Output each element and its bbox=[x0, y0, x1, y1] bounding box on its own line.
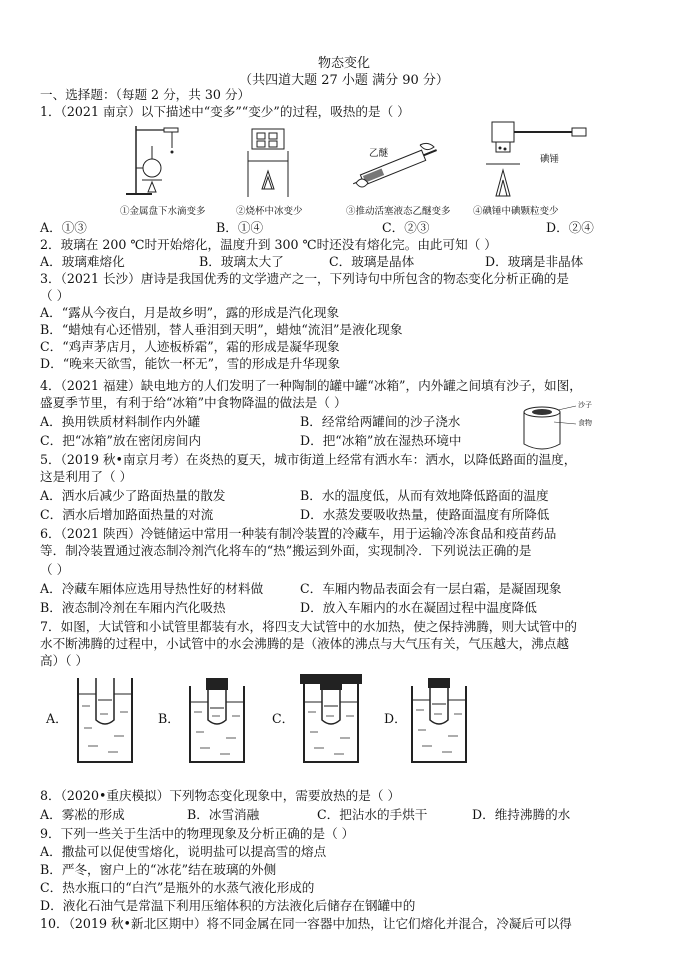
q1-figure-1 bbox=[118, 120, 198, 200]
q3-option-a[interactable]: A．“露从今夜白，月是故乡明”，露的形成是汽化现象 bbox=[40, 305, 340, 320]
q1-option-b[interactable]: B．①④ bbox=[216, 220, 264, 235]
q7-label-a[interactable]: A． bbox=[46, 711, 68, 726]
q7-figure-a bbox=[74, 676, 136, 766]
q9-option-c[interactable]: C．热水瓶口的“白汽”是瓶外的水蒸气液化形成的 bbox=[40, 880, 315, 895]
q2-option-c[interactable]: C．玻璃是晶体 bbox=[329, 254, 415, 269]
q5-option-a[interactable]: A．洒水后减少了路面热量的散发 bbox=[40, 488, 226, 503]
q2-stem: 2．玻璃在 200 ℃时开始熔化，温度升到 300 ℃时还没有熔化完。由此可知（ ） bbox=[40, 237, 497, 252]
q7-stem-1: 7．如图，大试管和小试管里都装有水，将四支大试管中的水加热，使之保持沸腾，则大试管中的 bbox=[40, 619, 577, 634]
q7-figure-c bbox=[298, 672, 364, 766]
q1-figure-4 bbox=[478, 120, 588, 198]
q4-option-b[interactable]: B．经常给两罐间的沙子浇水 bbox=[300, 414, 461, 429]
q4-option-d[interactable]: D．把“冰箱”放在湿热环境中 bbox=[300, 433, 462, 448]
q3-stem: 3．（2021 长沙）唐诗是我国优秀的文学遗产之一，下列诗句中所包含的物态变化分析正确的是 bbox=[40, 271, 569, 286]
doc-subtitle: （共四道大题 27 小题 满分 90 分） bbox=[239, 73, 449, 88]
q1-caption-3: ③推动活塞液态乙醚变多 bbox=[346, 206, 451, 217]
q6-option-b[interactable]: B．液态制冷剂在车厢内汽化吸热 bbox=[40, 600, 226, 615]
q3-option-c[interactable]: C．“鸡声茅店月，人迹板桥霜”，霜的形成是凝华现象 bbox=[40, 339, 340, 354]
q4-label-food: 食物 bbox=[578, 419, 592, 427]
q7-label-b[interactable]: B． bbox=[158, 711, 180, 726]
q5-stem-1: 5．（2019 秋•南京月考）在炎热的夏天，城市街道上经常有洒水车：洒水，以降低路面的温度， bbox=[40, 452, 577, 467]
q5-option-d[interactable]: D．水蒸发要吸收热量，使路面温度有所降低 bbox=[300, 507, 550, 522]
doc-title: 物态变化 bbox=[317, 56, 370, 71]
q6-stem-2: 等．制冷装置通过液态制冷剂汽化将车的“热”搬运到外面，实现制冷．下列说法正确的是 bbox=[40, 543, 532, 558]
q6-stem-3: （ ） bbox=[40, 562, 70, 577]
section-heading: 一、选择题：（每题 2 分，共 30 分） bbox=[40, 87, 251, 102]
q1-label-iodine: 碘锤 bbox=[540, 154, 560, 165]
q8-option-b[interactable]: B．冰雪消融 bbox=[187, 807, 260, 822]
q4-stem-2: 盛夏季节里，有利于给“冰箱”中食物降温的做法是（ ） bbox=[40, 395, 347, 410]
q5-option-b[interactable]: B．水的温度低，从而有效地降低路面的温度 bbox=[300, 488, 549, 503]
q8-option-c[interactable]: C．把沾水的手烘干 bbox=[317, 807, 428, 822]
q9-option-b[interactable]: B．严冬，窗户上的“冰花”结在玻璃的外侧 bbox=[40, 862, 277, 877]
q7-label-d[interactable]: D． bbox=[384, 711, 407, 726]
q1-option-c[interactable]: C．②③ bbox=[382, 220, 430, 235]
q1-stem: 1．（2021 南京）以下描述中“变多”“变少”的过程，吸热的是（ ） bbox=[40, 104, 410, 119]
q6-option-a[interactable]: A．冷藏车厢体应选用导热性好的材料做 bbox=[40, 581, 264, 596]
q1-caption-4: ④碘锤中碘颗粒变少 bbox=[473, 206, 559, 217]
q9-option-a[interactable]: A．撒盐可以促使雪熔化，说明盐可以提高雪的熔点 bbox=[40, 844, 327, 859]
q4-label-sand: 沙子 bbox=[578, 401, 592, 409]
q7-label-c[interactable]: C． bbox=[272, 711, 295, 726]
q10-stem: 10．（2019 秋•新北区期中）将不同金属在同一容器中加热，让它们熔化并混合，冷凝后可以得 bbox=[40, 916, 572, 931]
q2-option-a[interactable]: A．玻璃难熔化 bbox=[40, 254, 125, 269]
q5-option-c[interactable]: C．洒水后增加路面热量的对流 bbox=[40, 507, 214, 522]
q4-option-c[interactable]: C．把“冰箱”放在密闭房间内 bbox=[40, 433, 202, 448]
q6-stem-1: 6．（2021 陕西）冷链储运中常用一种装有制冷装置的冷藏车，用于运输冷冻食品和疫苗药品 bbox=[40, 526, 557, 541]
q3-option-b[interactable]: B．“蜡烛有心还惜别，替人垂泪到天明”，蜡烛“流泪”是液化现象 bbox=[40, 322, 403, 337]
q3-paren: （ ） bbox=[40, 288, 70, 303]
q6-option-d[interactable]: D．放入车厢内的水在凝固过程中温度降低 bbox=[300, 600, 537, 615]
q1-option-d[interactable]: D．②④ bbox=[546, 220, 594, 235]
q7-figure-b bbox=[186, 676, 248, 766]
q8-option-d[interactable]: D．维持沸腾的水 bbox=[472, 807, 571, 822]
q8-stem: 8．（2020•重庆模拟）下列物态变化现象中，需要放热的是（ ） bbox=[40, 788, 401, 803]
q1-figure-2 bbox=[238, 127, 298, 199]
q3-option-d[interactable]: D．“晚来天欲雪，能饮一杯无”，雪的形成是升华现象 bbox=[40, 356, 341, 371]
q7-stem-2: 水不断沸腾的过程中，小试管中的水会沸腾的是（液体的沸点与大气压有关，气压越大，沸点越 bbox=[40, 636, 569, 651]
q9-option-d[interactable]: D．液化石油气是常温下利用压缩体积的方法液化后储存在钢罐中的 bbox=[40, 898, 416, 913]
q2-option-b[interactable]: B．玻璃太大了 bbox=[199, 254, 284, 269]
q9-stem: 9．下列一些关于生活中的物理现象及分析正确的是（ ） bbox=[40, 826, 355, 841]
q1-caption-2: ②烧杯中冰变少 bbox=[236, 206, 303, 217]
q5-stem-2: 这是利用了（ ） bbox=[40, 469, 133, 484]
q1-option-a[interactable]: A．①③ bbox=[40, 220, 87, 235]
q2-option-d[interactable]: D．玻璃是非晶体 bbox=[485, 254, 584, 269]
q4-stem-1: 4．（2021 福建）缺电地方的人们发明了一种陶制的罐中罐“冰箱”，内外罐之间填有沙子，如图， bbox=[40, 378, 582, 393]
q1-caption-1: ①金属盘下水滴变多 bbox=[120, 206, 206, 217]
q8-option-a[interactable]: A．雾凇的形成 bbox=[40, 807, 125, 822]
q4-option-a[interactable]: A．换用铁质材料制作内外罐 bbox=[40, 414, 201, 429]
q6-option-c[interactable]: C．车厢内物品表面会有一层白霜，是凝固现象 bbox=[300, 581, 562, 596]
q7-stem-3: 高）（ ） bbox=[40, 653, 89, 668]
q7-figure-d bbox=[408, 676, 470, 766]
q1-figure-3 bbox=[350, 137, 442, 197]
q1-label-ether: 乙醚 bbox=[369, 148, 389, 159]
